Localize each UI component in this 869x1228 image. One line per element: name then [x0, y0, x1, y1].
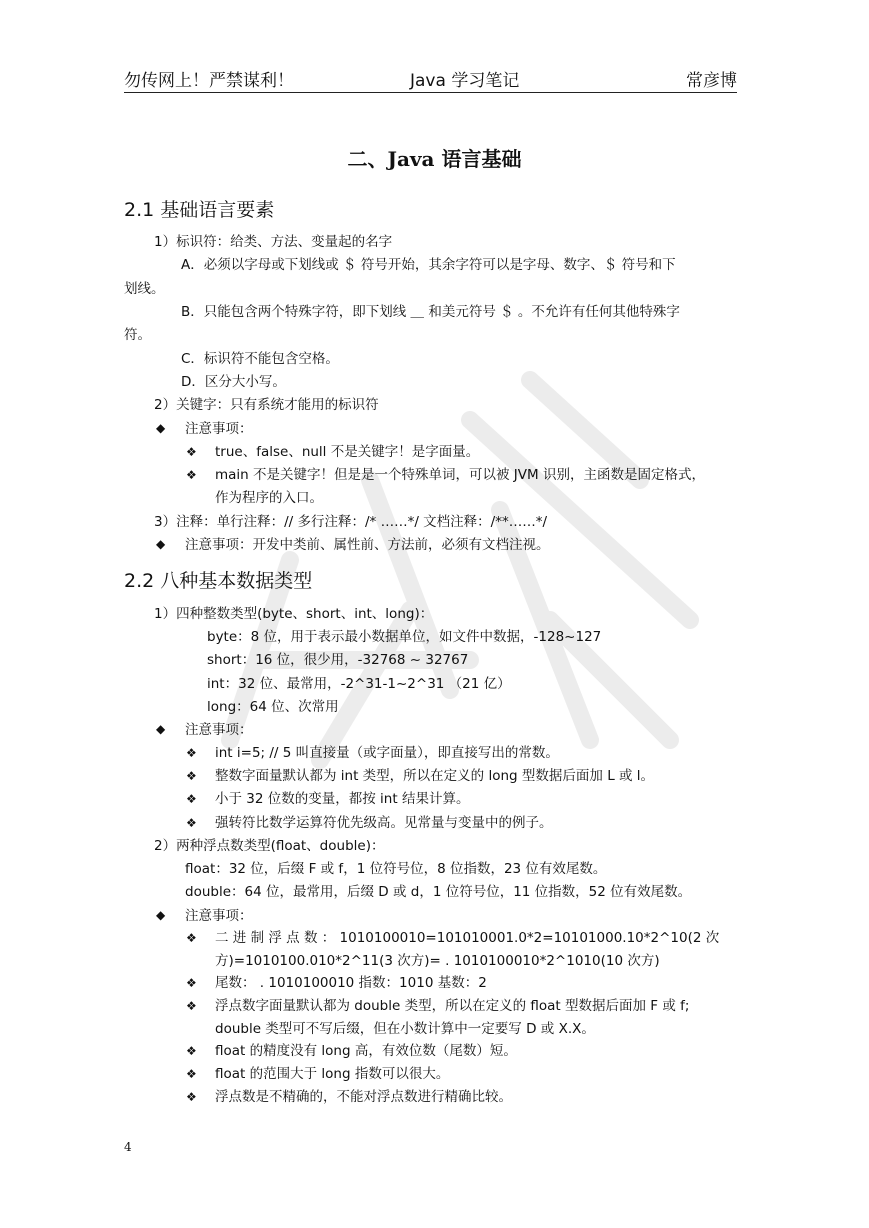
double-desc: double：64 位，最常用，后缀 D 或 d，1 位符号位，11 位指数，52 位有效尾数。 [185, 884, 692, 900]
float-note-1-cont: 方)=1010100.010*2^11(3 次方)= . 1010100010*2^1010(10 次方) [215, 953, 660, 969]
star-bullet-icon: ❖ [186, 746, 197, 760]
star-bullet-icon: ❖ [186, 999, 197, 1013]
int-note-4: 强转符比数学运算符优先级高。见常量与变量中的例子。 [215, 815, 553, 831]
identifier-rule-a-cont: 划线。 [124, 281, 165, 297]
keyword-item: 2）关键字：只有系统才能用的标识符 [154, 397, 379, 413]
float-note-3: 浮点数字面量默认都为 double 类型，所以在定义的 float 型数据后面加 F 或 f; [215, 998, 690, 1014]
identifier-rule-d: D．区分大小写。 [181, 374, 286, 390]
float-note-5: float 的范围大于 long 指数可以很大。 [215, 1066, 450, 1082]
diamond-bullet-icon: ◆ [156, 908, 166, 922]
short-desc: short：16 位，很少用，-32768 ~ 32767 [207, 652, 469, 668]
star-bullet-icon: ❖ [186, 931, 197, 945]
keyword-note-2: main 不是关键字！但是是一个特殊单词，可以被 JVM 识别，主函数是固定格式， [215, 467, 705, 483]
int-desc: int：32 位、最常用，-2^31-1~2^31 （21 亿） [207, 676, 511, 692]
chapter-title: 二、Java 语言基础 [347, 147, 522, 171]
identifier-rule-b: B．只能包含两个特殊字符，即下划线 ＿ 和美元符号 ＄ 。不允许有任何其他特殊字 [181, 304, 680, 320]
star-bullet-icon: ❖ [186, 769, 197, 783]
int-types-title: 1）四种整数类型(byte、short、int、long)： [154, 606, 434, 622]
page-header [124, 66, 737, 93]
star-bullet-icon: ❖ [186, 792, 197, 806]
float-note-3-cont: double 类型可不写后缀，但在小数计算中一定要写 D 或 X.X。 [215, 1021, 595, 1037]
note-label: 注意事项： [185, 908, 253, 924]
comment-note: 注意事项：开发中类前、属性前、方法前，必须有文档注视。 [185, 537, 550, 553]
section-heading-2-2: 2.2 八种基本数据类型 [124, 570, 313, 592]
star-bullet-icon: ❖ [186, 445, 197, 459]
identifier-rule-a: A．必须以字母或下划线或 ＄ 符号开始，其余字符可以是字母、数字、＄ 符号和下 [181, 257, 676, 273]
star-bullet-icon: ❖ [186, 1044, 197, 1058]
int-note-3: 小于 32 位数的变量，都按 int 结果计算。 [215, 791, 470, 807]
float-note-6: 浮点数是不精确的，不能对浮点数进行精确比较。 [215, 1089, 512, 1105]
float-types-title: 2）两种浮点数类型(float、double)： [154, 838, 385, 854]
header-author: 常彦博 [686, 71, 737, 91]
keyword-note-2-cont: 作为程序的入口。 [215, 490, 323, 506]
star-bullet-icon: ❖ [186, 976, 197, 990]
identifier-item: 1）标识符：给类、方法、变量起的名字 [154, 234, 393, 250]
float-note-4: float 的精度没有 long 高，有效位数（尾数）短。 [215, 1043, 517, 1059]
identifier-rule-c: C．标识符不能包含空格。 [181, 351, 339, 367]
identifier-rule-b-cont: 符。 [124, 327, 151, 343]
int-note-2: 整数字面量默认都为 int 类型，所以在定义的 long 型数据后面加 L 或 l。 [215, 768, 655, 784]
comment-item: 3）注释：单行注释：// 多行注释：/* ……*/ 文档注释：/**……*/ [154, 514, 548, 530]
header-center-text: Java 学习笔记 [410, 71, 520, 91]
long-desc: long：64 位、次常用 [207, 699, 339, 715]
int-note-1: int i=5; // 5 叫直接量（或字面量），即直接写出的常数。 [215, 745, 559, 761]
star-bullet-icon: ❖ [186, 816, 197, 830]
float-note-1: 二 进 制 浮 点 数 ： 1010100010=101010001.0*2=10101000.10*2^10(2 次 [215, 930, 720, 946]
star-bullet-icon: ❖ [186, 1090, 197, 1104]
note-label: 注意事项： [185, 421, 253, 437]
byte-desc: byte：8 位，用于表示最小数据单位，如文件中数据，-128~127 [207, 629, 602, 645]
note-label: 注意事项： [185, 722, 253, 738]
page-number: 4 [124, 1140, 132, 1154]
diamond-bullet-icon: ◆ [156, 421, 166, 435]
diamond-bullet-icon: ◆ [156, 537, 166, 551]
diamond-bullet-icon: ◆ [156, 722, 166, 736]
float-desc: float：32 位，后缀 F 或 f，1 位符号位，8 位指数，23 位有效尾数。 [185, 861, 607, 877]
keyword-note-1: true、false、null 不是关键字！是字面量。 [215, 444, 480, 460]
float-note-2: 尾数： . 1010100010 指数：1010 基数：2 [215, 975, 487, 991]
section-heading-2-1: 2.1 基础语言要素 [124, 199, 275, 221]
star-bullet-icon: ❖ [186, 468, 197, 482]
header-left-text: 勿传网上！严禁谋利！ [124, 71, 294, 91]
star-bullet-icon: ❖ [186, 1067, 197, 1081]
